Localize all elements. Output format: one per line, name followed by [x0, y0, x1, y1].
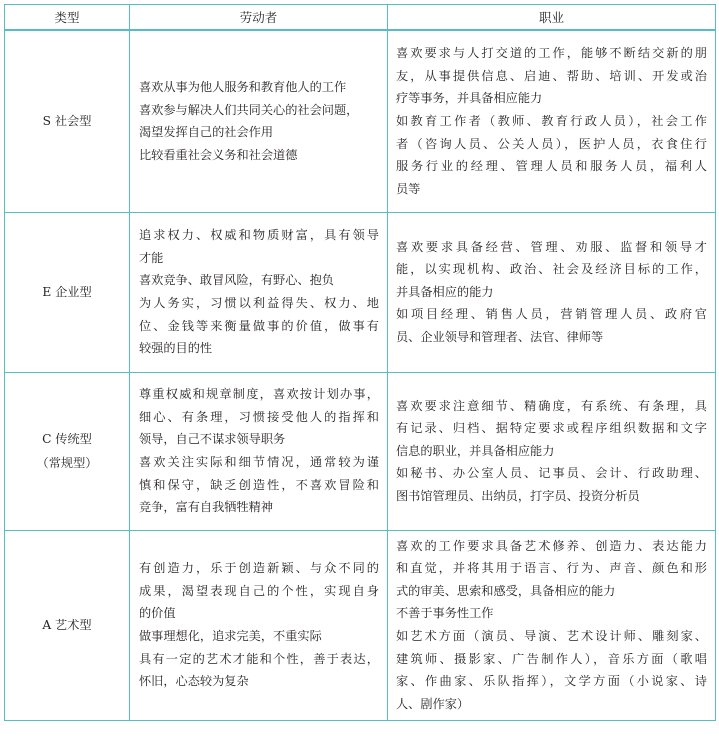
job-line: 喜欢要求具备经营、管理、劝服、监督和领导才 [396, 239, 707, 254]
job-line: 服务行业的经理、管理人员和服务人员，福利人 [396, 159, 707, 174]
job-line: 有记录、归档、据特定要求或程序组织数据和文字 [396, 421, 707, 436]
type-label: A 艺术型 [42, 618, 92, 632]
worker-line: 才能 [139, 250, 164, 265]
worker-line: 喜欢参与解决人们共同关心的社会问题， [139, 102, 359, 117]
table-row [5, 530, 716, 720]
job-line: 并具备相应的能力 [396, 284, 494, 299]
type-cell [5, 212, 130, 372]
job-line: 建筑师、摄影家、广告制作人），音乐方面（歌唱 [396, 651, 707, 666]
worker-line: 喜欢关注实际和细节情况，通常较为谨 [139, 455, 379, 469]
table-row [5, 212, 716, 372]
job-line: 图书馆管理员、出纳员，打字员、投资分析员 [396, 488, 640, 503]
worker-line: 为人务实，习惯以利益得失、权力、地 [139, 296, 379, 310]
worker-cell [130, 372, 388, 530]
table-row [5, 30, 716, 212]
job-line: 家、作曲家、乐队指挥），文学方面（小说家、诗 [396, 674, 707, 689]
worker-line: 成果，渴望表现自己的个性，实现自身 [139, 583, 379, 598]
worker-line: 尊重权威和规章制度，喜欢按计划办事， [139, 387, 379, 402]
worker-line: 怀旧，心态较为复杂 [139, 674, 249, 689]
worker-line: 有创造力，乐于创造新颖、与众不同的 [139, 561, 379, 576]
header-job: 职业 [388, 5, 716, 31]
worker-cell [130, 212, 388, 372]
job-cell [388, 212, 716, 372]
type-label: C 传统型 [42, 432, 92, 446]
job-cell [388, 372, 716, 530]
worker-line: 比较看重社会义务和社会道德 [139, 147, 298, 162]
header-worker: 劳动者 [130, 5, 388, 31]
job-cell [388, 530, 716, 720]
worker-line: 喜欢从事为他人服务和教育他人的工作 [139, 80, 347, 95]
job-line: 如教育工作者（教师、教育行政人员），社会工作 [396, 113, 707, 128]
worker-line: 做事理想化，追求完美，不重实际 [139, 629, 322, 643]
worker-line: 慎和保守，缺乏创造性，不喜欢冒险和 [139, 477, 379, 492]
job-line: 喜欢要求注意细节、精确度，有系统、有条理，具 [396, 398, 707, 413]
type-cell [5, 30, 130, 212]
worker-line: 追求权力、权威和物质财富，具有领导 [139, 228, 379, 243]
job-line: 如秘书、办公室人员、记事员、会计、行政助理、 [396, 466, 707, 481]
worker-cell [130, 30, 388, 212]
job-line: 疗等事务，并具备相应能力 [396, 91, 543, 106]
occupation-type-table [4, 4, 716, 721]
job-line: 人、剧作家） [396, 696, 470, 711]
job-line: 员等 [396, 181, 421, 196]
worker-line: 位、金钱等来衡量做事的价值，做事有 [139, 318, 379, 333]
job-line: 员、企业领导和管理者、法官、律师等 [396, 329, 604, 344]
worker-cell [130, 530, 388, 720]
worker-line: 较强的目的性 [139, 341, 213, 356]
worker-line: 细心、有条理，习惯接受他人的指挥和 [139, 409, 379, 424]
job-line: 式的审美、思索和感受，具备相应的能力 [396, 583, 616, 598]
table-header-row [5, 5, 716, 31]
type-cell [5, 530, 130, 720]
job-line: 喜欢的工作要求具备艺术修养、创造力、表达能力 [396, 538, 707, 553]
job-line: 者（咨询人员、公关人员），医护人员，衣食住行 [396, 136, 707, 151]
worker-line: 渴望发挥自己的社会作用 [139, 125, 274, 140]
job-cell [388, 30, 716, 212]
job-line: 如项目经理、销售人员，营销管理人员、政府官 [396, 307, 707, 322]
table-row [5, 372, 716, 530]
worker-line: 具有一定的艺术才能和个性，善于表达， [139, 651, 379, 666]
job-line: 能，以实现机构、政治、社会及经济目标的工作， [396, 262, 707, 277]
header-type: 类型 [5, 5, 130, 31]
job-line: 友，从事提供信息、启迪、帮助、培训、开发或治 [396, 68, 707, 83]
worker-line: 竞争，富有自我牺牲精神 [139, 500, 274, 515]
worker-line: 喜欢竞争、敢冒风险，有野心、抱负 [139, 273, 334, 288]
job-line: 和直觉，并将其用于语言、行为、声音、颜色和形 [396, 561, 707, 576]
type-cell [5, 372, 130, 530]
type-sublabel: （常规型） [36, 456, 98, 470]
job-line: 如艺术方面（演员、导演、艺术设计师、雕刻家、 [396, 629, 707, 643]
job-line: 喜欢要求与人打交道的工作，能够不断结交新的朋 [396, 46, 707, 61]
type-label: S 社会型 [42, 114, 92, 129]
type-label: E 企业型 [42, 285, 92, 299]
worker-line: 领导，自己不谋求领导职务 [139, 432, 286, 447]
job-line: 不善于事务性工作 [396, 606, 494, 621]
job-line: 信息的职业，并具备相应能力 [396, 443, 555, 458]
worker-line: 的价值 [139, 606, 176, 621]
